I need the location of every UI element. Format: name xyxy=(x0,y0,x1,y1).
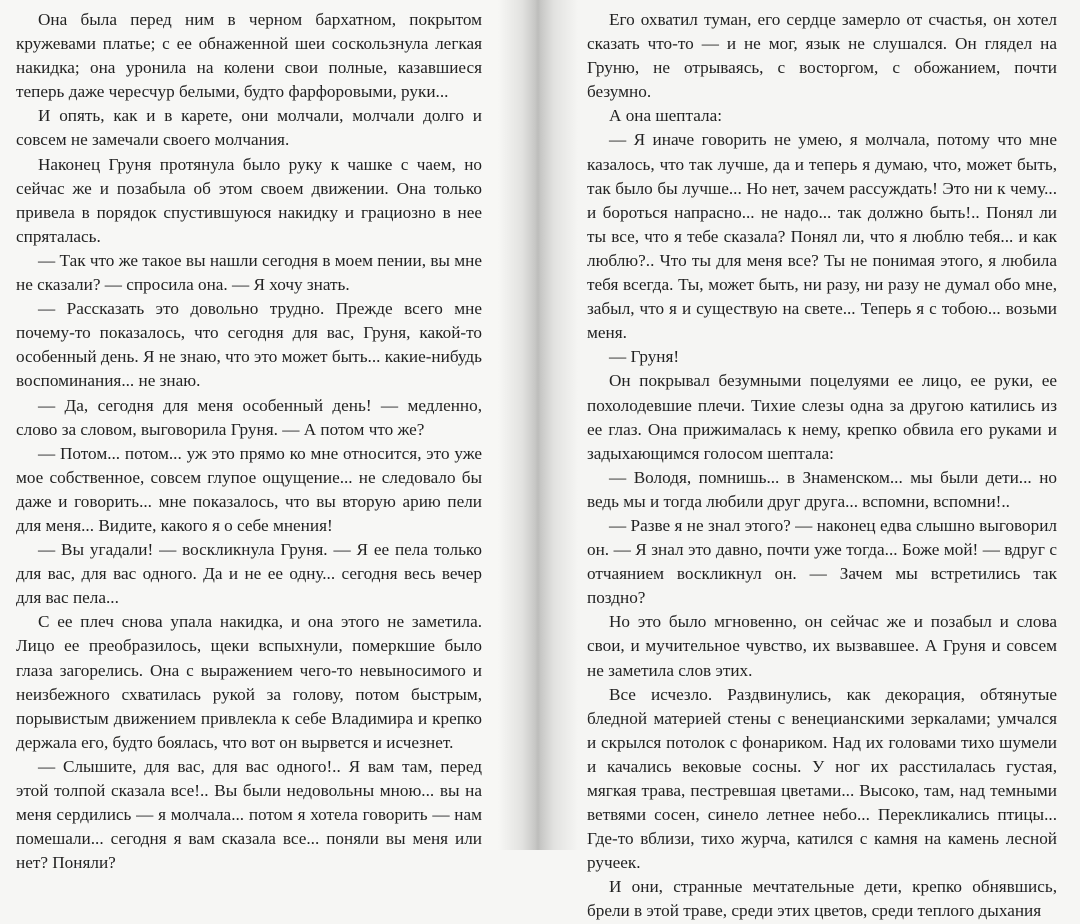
paragraph: — Да, сегодня для меня особенный день! — медленно, слово за словом, выговорила Груня. — А потом что же? xyxy=(16,395,482,439)
paragraph: — Груня! xyxy=(609,347,680,367)
paragraph: — Так что же такое вы нашли сегодня в моем пении, вы мне не сказали? — спросила она. — Я хочу знать. xyxy=(16,250,482,295)
paragraph: Но это было мгновенно, он сейчас же и позабыл и слова свои, и мучительное чувство, их вызвавшее. А Груня и совсем не заметила слов этих. xyxy=(587,612,1057,680)
paragraph: Его охватил туман, его сердце замерло от счастья, он хотел сказать что-то — и не мог, язык не слушался. Он глядел на Груню, не отрываясь, с восторгом, с обожанием, почти безумно. xyxy=(587,10,1057,102)
paragraph: С ее плеч снова упала накидка, и она этого не заметила. Лицо ее преобразилось, щеки вспыхнули, померкшие было глаза загорелись. Она с выражением чего-то невыносимого и неизбежного схватилась рукой за голову, потом быстрым, порывистым движением привлекла к себе Владимира и крепко держала его, будто боялась, что вот он вырвется и исчезнет. xyxy=(16,612,482,752)
paragraph: — Разве я не знал этого? — наконец едва слышно выговорил он. — Я знал это давно, почти уже тогда... Боже мой! — вдруг с отчаянием воскликнул он. — Зачем мы встретились так поздно? xyxy=(587,515,1057,608)
paragraph: — Слышите, для вас, для вас одного!.. Я вам там, перед этой толпой сказала все!.. Вы были недовольны мною... вы на меня сердились — я молчала... потом я хотела говорить — нам помешали... сегодня я вам сказала все... поняли вы меня или нет? Поняли? xyxy=(16,756,482,873)
left-page-text xyxy=(16,8,482,875)
paragraph: — Я иначе говорить не умею, я молчала, потому что мне казалось, что так лучше, да и теперь я думаю, что, может быть, так было бы лучше... Но нет, зачем рассуждать! Это ни к чему... и бороться напрасно... не надо... так должно быть!.. Понял ли ты все, что я тебе сказала? Понял ли, что я люблю тебя... и как люблю?.. Что ты для меня все? Ты не понимая этого, я любила тебя всегда. Ты, может быть, ни разу, ни разу не думал обо мне, забыл, что я и существую на свете... Теперь я с тобою... возьми меня. xyxy=(587,130,1057,343)
paragraph: — Володя, помнишь... в Знаменском... мы были дети... но ведь мы и тогда любили друг друга... вспомни, вспомни!.. xyxy=(587,467,1057,511)
right-page-text xyxy=(587,8,1057,924)
paragraph: — Потом... потом... уж это прямо ко мне относится, это уже мое собственное, совсем глупое ощущение... не следовало бы даже и говорить... мне показалось, что вы вторую арию пели для меня... Видите, какого я о себе мнения! xyxy=(16,443,482,535)
paragraph: А она шептала: xyxy=(609,106,722,126)
paragraph: — Вы угадали! — воскликнула Груня. — Я ее пела только для вас, для вас одного. Да и не ее одну... сегодня весь вечер для вас пела... xyxy=(16,540,482,608)
paragraph: Она была перед ним в черном бархатном, покрытом кружевами платье; с ее обнаженной шеи соскользнула легкая накидка; она уронила на колени свои полные, казавшиеся теперь даже чересчур белыми, будто фарфоровыми, руки... xyxy=(16,10,482,102)
paragraph: Все исчезло. Раздвинулись, как декорация, обтянутые бледной материей стены с венецианскими зеркалами; умчался и скрылся потолок с фонариком. Над их головами тихо шумели и качались вековые сосны. У ног их расстилалась густая, мягкая трава, пестревшая цветами... Высоко, там, над темными ветвями сосен, синело летнее небо... Перекликались птицы... Где-то вблизи, тихо журча, катился с камня на камень лесной ручеек. xyxy=(587,684,1057,873)
paragraph: — Рассказать это довольно трудно. Прежде всего мне почему-то показалось, что сегодня для вас, Груня, какой-то особенный день. Я не знаю, что это может быть... какие-нибудь воспоминания... не знаю. xyxy=(16,299,482,391)
paragraph: И опять, как и в карете, они молчали, молчали долго и совсем не замечали своего молчания. xyxy=(16,106,482,150)
left-page xyxy=(0,0,528,873)
paragraph: И они, странные мечтательные дети, крепко обнявшись, брели в этой траве, среди этих цветов, среди теплого дыхания xyxy=(587,877,1057,921)
paragraph: Наконец Груня протянула было руку к чашке с чаем, но сейчас же и позабыла об этом своем движении. Она только привела в порядок спустившуюся накидку и грациозно в нее спряталась. xyxy=(16,154,482,246)
book-gutter xyxy=(498,0,578,850)
right-page xyxy=(552,0,1080,921)
paragraph: Он покрывал безумными поцелуями ее лицо, ее руки, ее похолодевшие плечи. Тихие слезы одна за другою катились из ее глаз. Она прижималась к нему, крепко обвила его руками и задыхающимся голосом шептала: xyxy=(587,371,1057,463)
